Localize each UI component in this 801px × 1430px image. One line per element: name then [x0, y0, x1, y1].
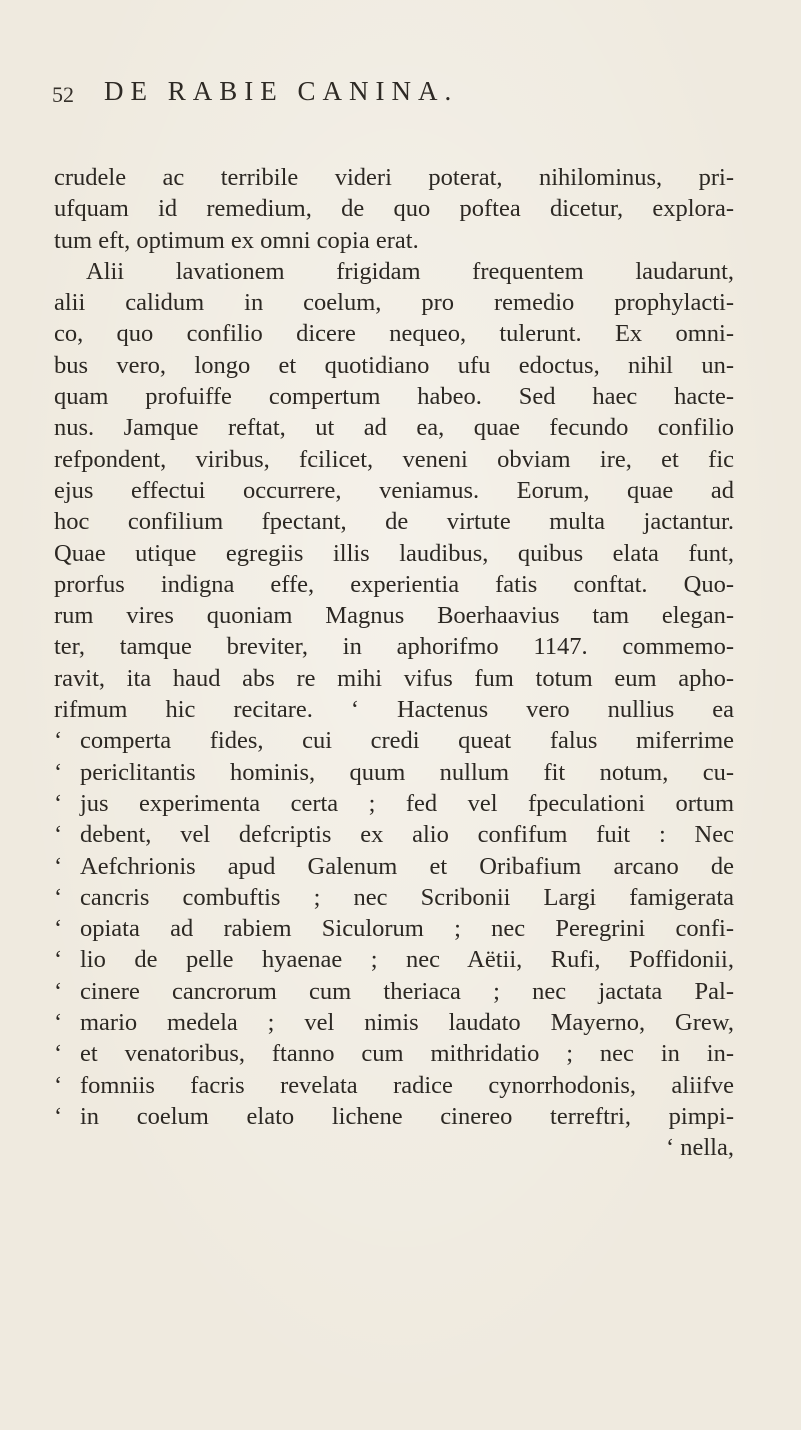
quote-mark: ‘ [54, 946, 63, 974]
line-text: cinere cancrorum cum theriaca ; nec jactata Pal- [80, 977, 734, 1005]
line-text: lio de pelle hyaenae ; nec Aëtii, Rufi, Poffidonii, [80, 946, 734, 974]
text-line [54, 1007, 734, 1038]
line-text: in coelum elato lichene cinereo terreftri, pimpi- [80, 1102, 734, 1130]
line-text: Quae utique egregiis illis laudibus, quibus elata funt, [54, 539, 734, 567]
quote-mark: ‘ [54, 727, 63, 755]
text-line [54, 1070, 734, 1101]
text-line [54, 976, 734, 1007]
text-line [54, 538, 734, 569]
text-line [54, 725, 734, 756]
line-text: ravit, ita haud abs re mihi vifus fum totum eum apho- [54, 664, 734, 692]
line-text: jus experimenta certa ; fed vel fpeculationi ortum [80, 789, 734, 817]
text-line [54, 162, 734, 193]
text-line [54, 788, 734, 819]
text-line [54, 193, 734, 224]
body-text [54, 162, 734, 1164]
text-line [54, 506, 734, 537]
line-text: periclitantis hominis, quum nullum fit notum, cu- [80, 758, 734, 786]
quote-mark: ‘ [54, 1040, 63, 1068]
quote-mark: ‘ [54, 915, 63, 943]
text-line [54, 1038, 734, 1069]
text-line [54, 287, 734, 318]
line-text: rum vires quoniam Magnus Boerhaavius tam elegan- [54, 602, 734, 630]
text-line [54, 663, 734, 694]
line-text: mario medela ; vel nimis laudato Mayerno, Grew, [80, 1009, 734, 1037]
quote-mark: ‘ [54, 852, 63, 880]
text-line [54, 757, 734, 788]
text-line [54, 569, 734, 600]
line-text: fomniis facris revelata radice cynorrhodonis, aliifve [80, 1071, 734, 1099]
line-text: hoc confilium fpectant, de virtute multa jactantur. [54, 508, 734, 536]
line-text: opiata ad rabiem Siculorum ; nec Peregrini confi- [80, 915, 734, 943]
text-line [54, 318, 734, 349]
text-line [54, 631, 734, 662]
line-text: debent, vel defcriptis ex alio confifum fuit : Nec [80, 821, 734, 849]
line-text: quam profuiffe compertum habeo. Sed haec hacte- [54, 383, 734, 411]
text-line [54, 600, 734, 631]
text-line [54, 694, 734, 725]
line-text: tum eft, optimum ex omni copia erat. [54, 226, 419, 254]
line-text: et venatoribus, ftanno cum mithridatio ; nec in in- [80, 1040, 734, 1068]
line-text: nus. Jamque reftat, ut ad ea, quae fecundo confilio [54, 414, 734, 442]
line-text: refpondent, viribus, fcilicet, veneni obviam ire, et fic [54, 445, 734, 473]
running-head [52, 74, 732, 110]
line-text: ‘ nella, [665, 1134, 734, 1162]
line-text: ter, tamque breviter, in aphorifmo 1147. commemo- [54, 633, 734, 661]
quote-mark: ‘ [54, 789, 63, 817]
line-text: co, quo confilio dicere nequeo, tulerunt. Ex omni- [54, 320, 734, 348]
text-line [54, 819, 734, 850]
line-text: crudele ac terribile videri poterat, nihilominus, pri- [54, 164, 734, 191]
text-line [54, 256, 734, 287]
line-text: comperta fides, cui credi queat falus miferrime [80, 727, 734, 755]
text-line [54, 444, 734, 475]
running-title: DE RABIE CANINA. [104, 76, 459, 106]
text-line [54, 882, 734, 913]
text-line [54, 1132, 734, 1163]
line-text: Alii lavationem frigidam frequentem laudarunt, [86, 257, 734, 285]
text-line [54, 381, 734, 412]
quote-mark: ‘ [54, 977, 63, 1005]
line-text: prorfus indigna effe, experientia fatis conftat. Quo- [54, 570, 734, 598]
quote-mark: ‘ [54, 1102, 63, 1130]
quote-mark: ‘ [54, 821, 63, 849]
line-text: rifmum hic recitare. ‘ Hactenus vero nullius ea [54, 696, 734, 724]
line-text: alii calidum in coelum, pro remedio prophylacti- [54, 289, 734, 317]
quote-mark: ‘ [54, 758, 63, 786]
text-line [54, 225, 734, 256]
quote-mark: ‘ [54, 1009, 63, 1037]
text-line [54, 913, 734, 944]
page-number: 52 [52, 82, 74, 107]
line-text: cancris combuftis ; nec Scribonii Largi famigerata [80, 883, 734, 911]
line-text: bus vero, longo et quotidiano ufu edoctus, nihil un- [54, 351, 734, 379]
text-line [54, 851, 734, 882]
line-text: ejus effectui occurrere, veniamus. Eorum, quae ad [54, 476, 734, 504]
text-line [54, 944, 734, 975]
text-line [54, 350, 734, 381]
quote-mark: ‘ [54, 883, 63, 911]
quote-mark: ‘ [54, 1071, 63, 1099]
text-line [54, 412, 734, 443]
text-line [54, 475, 734, 506]
line-text: Aefchrionis apud Galenum et Oribafium arcano de [80, 852, 734, 880]
text-line [54, 1101, 734, 1132]
line-text: ufquam id remedium, de quo poftea dicetur, explora- [54, 195, 734, 223]
